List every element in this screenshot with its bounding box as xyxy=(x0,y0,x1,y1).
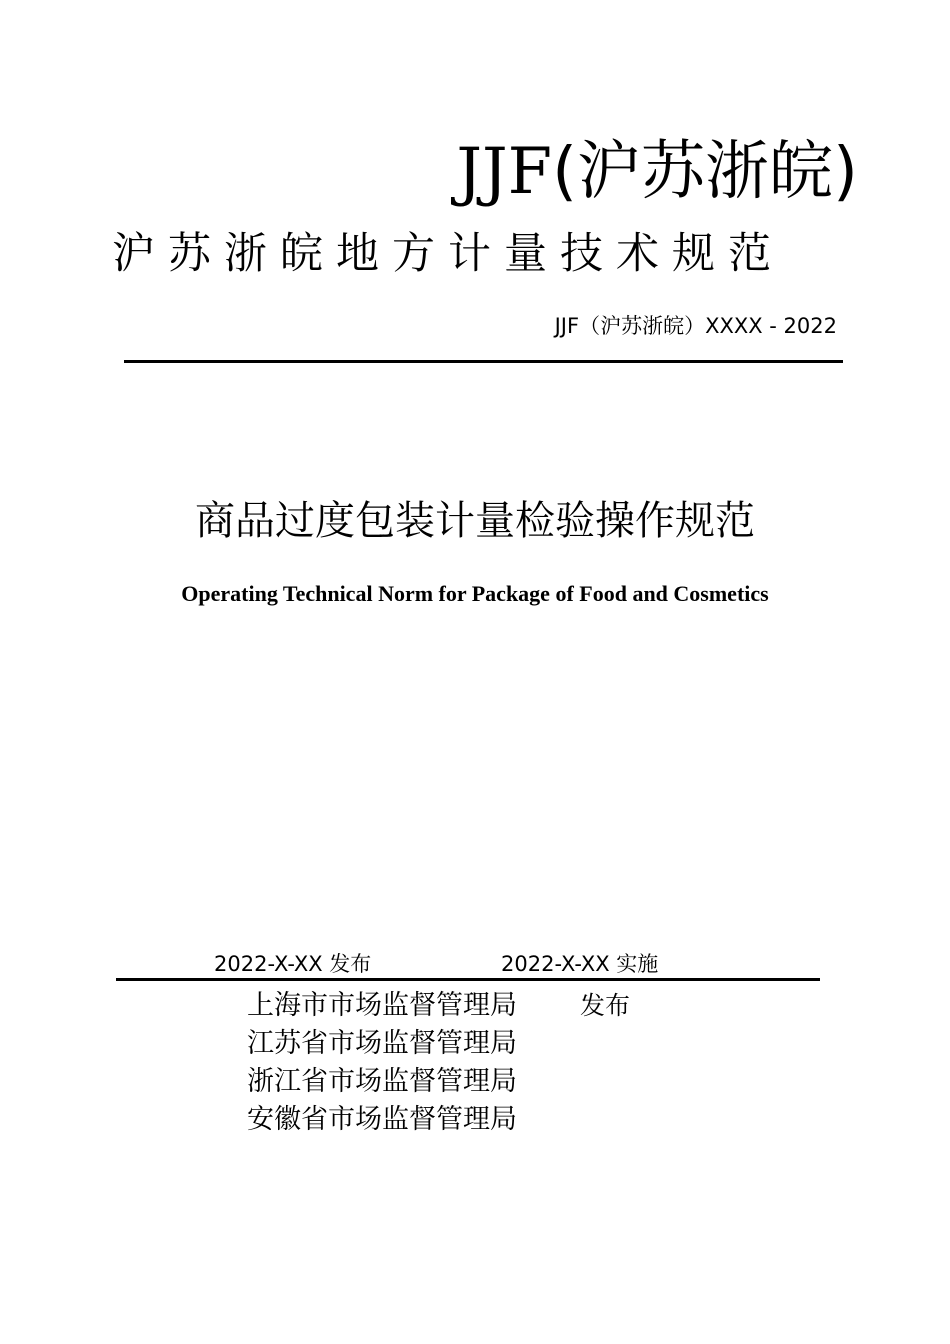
top-divider xyxy=(124,360,843,363)
document-title-english: Operating Technical Norm for Package of Food and Cosmetics xyxy=(181,581,769,606)
document-title-chinese: 商品过度包装计量检验操作规范 xyxy=(195,498,755,544)
publish-date: 2022-X-XX 发布 xyxy=(214,952,372,976)
standard-code-prefix: JJF xyxy=(456,135,553,209)
document-number: JJF（沪苏浙皖）XXXX - 2022 xyxy=(554,314,837,338)
standard-code xyxy=(456,132,858,212)
bottom-divider xyxy=(116,978,820,981)
issuer-shanghai: 上海市市场监督管理局 xyxy=(247,990,517,1021)
issuer-jiangsu: 江苏省市场监督管理局 xyxy=(247,1028,517,1059)
issuer-anhui: 安徽省市场监督管理局 xyxy=(247,1104,517,1135)
issued-label: 发布 xyxy=(580,991,631,1020)
standard-code-region: (沪苏浙皖) xyxy=(552,135,858,209)
issuer-zhejiang: 浙江省市场监督管理局 xyxy=(247,1066,517,1097)
spec-type-heading: 沪苏浙皖地方计量技术规范 xyxy=(112,229,784,279)
implement-date: 2022-X-XX 实施 xyxy=(501,952,659,976)
